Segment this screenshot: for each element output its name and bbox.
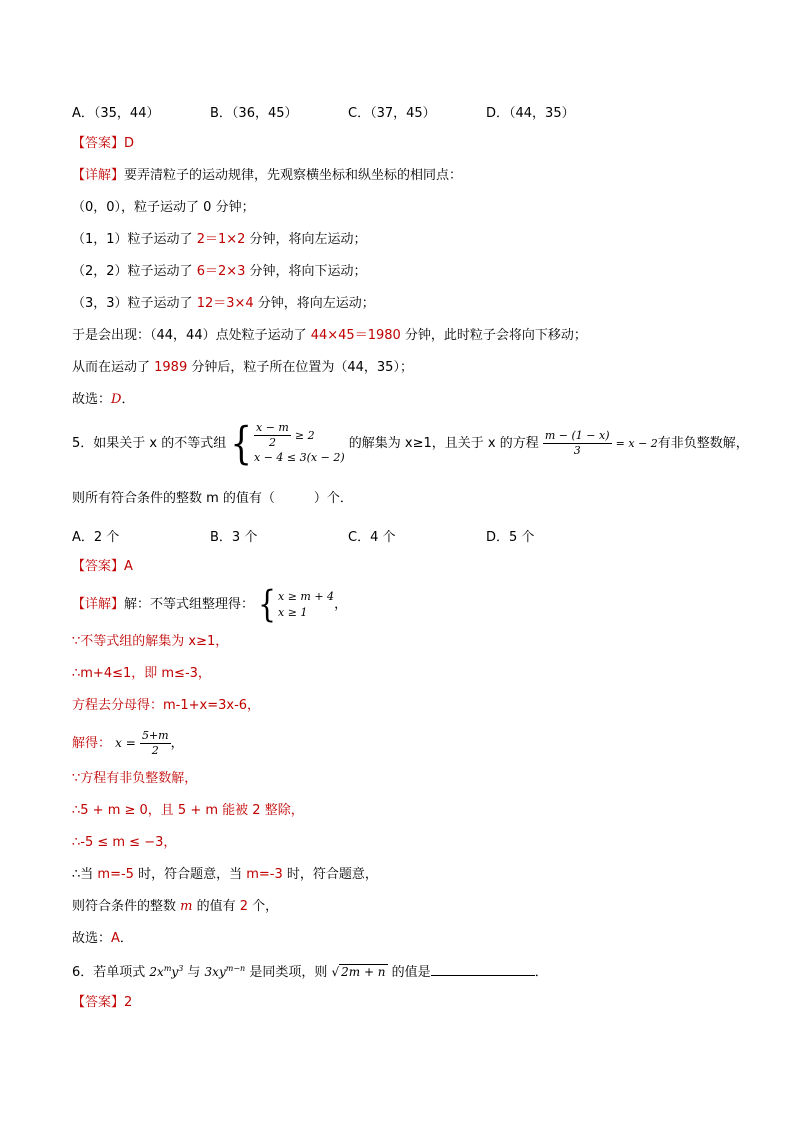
q5-option-c: C．4 个 xyxy=(348,530,396,545)
inequality-system-solved: { x ≥ m + 4 x ≥ 1 xyxy=(258,582,335,626)
q5-detail-line: 故选：A． xyxy=(72,931,133,946)
q5-detail-line: ∴当 m=-5 时，符合题意，当 m=-3 时，符合题意， xyxy=(72,867,378,882)
q6-answer: 【答案】2 xyxy=(72,995,133,1010)
q4-detail-line: 故选：D． xyxy=(72,392,135,407)
q5-detail-line: ∵方程有非负整数解， xyxy=(72,771,198,786)
q4-detail-line: （0，0），粒子运动了 0 分钟； xyxy=(72,200,255,215)
q5-detail-line: 则符合条件的整数 m 的值有 2 个， xyxy=(72,899,279,914)
q4-detail-line: （3，3）粒子运动了 12＝3×4 分钟，将向左运动； xyxy=(72,296,375,311)
q5-option-b: B．3 个 xyxy=(210,530,258,545)
q5-detail-line: ∴-5 ≤ m ≤ −3， xyxy=(72,835,177,850)
q4-option-d: D．（44，35） xyxy=(486,106,575,121)
q5-answer: 【答案】A xyxy=(72,559,133,574)
q4-option-b: B．（36，45） xyxy=(210,106,298,121)
q5-detail-line: ∴5 + m ≥ 0，且 5 + m 能被 2 整除， xyxy=(72,803,304,818)
q4-detail-line: 于是会出现：（44，44）点处粒子运动了 44×45＝1980 分钟，此时粒子会将向下移动； xyxy=(72,328,587,343)
q5-detail-line: ∵不等式组的解集为 x≥1， xyxy=(72,634,229,649)
inequality-system: { $\frac{x - m}{2}$ ≥ 2 x − 4 ≤ 3(x − 2) xyxy=(230,417,345,470)
q5-detail-line: 【详解】解：不等式组整理得： { x ≥ m + 4 x ≥ 1 ， xyxy=(72,582,348,626)
answer-label: 【答案】 xyxy=(72,136,125,151)
q5-question-cont: 则所有符合条件的整数 m 的值有（ ）个． xyxy=(72,491,353,506)
q5-detail-line: 方程去分母得：m-1+x=3x-6， xyxy=(72,698,261,713)
equation-fraction: $\frac{m - (1 - x)}{3}$ xyxy=(544,429,610,457)
detail-label: 【详解】 xyxy=(72,168,125,183)
q6-question: 6．若单项式 $2x^my^3$ 与 $3xy^{m-n}$ 是同类项，则 √ 2m + n 的值是 ． xyxy=(72,964,548,980)
q4-option-a: A．（35，44） xyxy=(72,106,160,121)
answer-blank xyxy=(431,963,535,976)
q5-detail-line: 解得： x = $\frac{5+m}{2}$ ， xyxy=(72,729,184,757)
q5-option-a: A．2 个 xyxy=(72,530,120,545)
q4-detail-line: （1，1）粒子运动了 2＝1×2 分钟，将向左运动； xyxy=(72,232,367,247)
q4-detail-intro: 【详解】要弄清粒子的运动规律，先观察横坐标和纵坐标的相同点： xyxy=(72,168,463,183)
answer-value: D xyxy=(124,136,135,151)
q5-option-d: D．5 个 xyxy=(486,530,535,545)
q5-detail-line: ∴m+4≤1，即 m≤-3， xyxy=(72,666,211,681)
q4-option-c: C．（37，45） xyxy=(348,106,436,121)
q4-detail-line: （2，2）粒子运动了 6＝2×3 分钟，将向下运动； xyxy=(72,264,367,279)
q4-answer xyxy=(72,135,134,153)
q5-question: 5．如果关于 x 的不等式组 { $\frac{x - m}{2}$ ≥ 2 x − 4 ≤ 3(x − 2) 的解集为 x≥1，且关于 x 的方程 $\frac{m - (1 - x)}{3}$ = x − 2有非负整数解， xyxy=(72,417,749,470)
q4-detail-line: 从而在运动了 1989 分钟后，粒子所在位置为（44，35）； xyxy=(72,360,413,375)
